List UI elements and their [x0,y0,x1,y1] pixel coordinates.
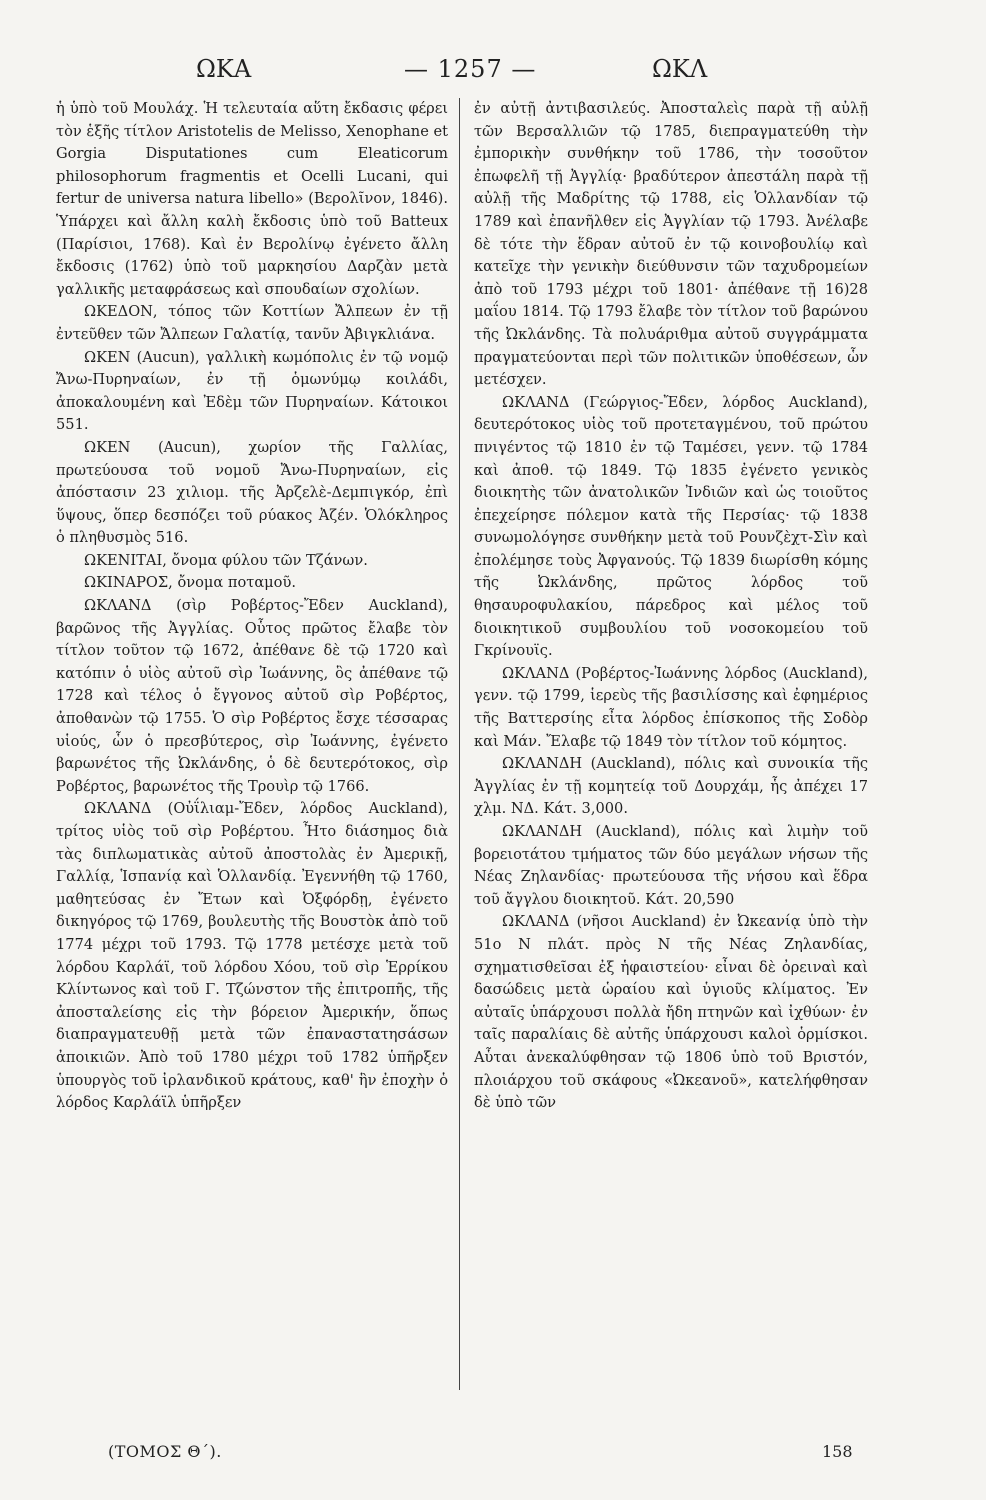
gathering-number: 158 [822,1442,853,1461]
dictionary-entry: ΩΚΕΝΙΤΑΙ, ὄνομα φύλου τῶν Τζάνων. [84,551,368,569]
continued-paragraph: ἡ ὑπὸ τοῦ Μουλάχ. Ἡ τελευταία αὕτη ἔκδασις φέρει τὸν ἑξῆς τίτλον Aristotelis de Melisso, Xenophane et Gorgia Disputationes cum Eleaticorum philosophorum fragmentis et Ocelli Lucani, qui fertur de universa natura libello» (Βερολῖνον, 1846). Ὑπάρχει καὶ ἄλλη καλὴ ἔκδοσις ὑπὸ τοῦ Batteux (Παρίσιοι, 1768). Καὶ ἐν Βερολίνῳ ἐγένετο ἄλλη ἔκδοσις (1762) ὑπὸ τοῦ μαρκησίου Δαρζὰν μετὰ γαλλικῆς μεταφράσεως καὶ σπουδαίων σχολίων. [56,100,448,298]
dictionary-entry: ΩΚΛΑΝΔΗ (Auckland), πόλις καὶ συνοικία τῆς Ἀγγλίας ἐν τῇ κομητείᾳ τοῦ Δουρχάμ, ἧς ἀπέχει 17 χλμ. ΝΔ. Κάτ. 3,000. [474,755,868,818]
running-head-left: ΩΚΑ [196,55,252,83]
left-column [56,98,448,1115]
dictionary-entry: ΩΚΕΝ (Aucun), χωρίον τῆς Γαλλίας, πρωτεύουσα τοῦ νομοῦ Ἄνω-Πυρηναίων, εἰς ἀπόστασιν 23 χιλιομ. τῆς Ἀρζελὲ-Δεμπιγκόρ, ἐπὶ ὕψους, ὅπερ δεσπόζει τοῦ ρύακος Ἀζέν. Ὁλόκληρος ὁ πληθυσμὸς 516. [56,438,448,547]
dictionary-entry: ΩΚΛΑΝΔ (νῆσοι Auckland) ἐν Ὠκεανίᾳ ὑπὸ τὴν 51ο Ν πλάτ. πρὸς Ν τῆς Νέας Ζηλανδίας, σχηματισθεῖσαι ἐξ ἡφαιστείου· εἶναι δὲ ὀρειναὶ καὶ δασώδεις μετὰ ὡραίου καὶ ὑγιοῦς κλίματος. Ἐν αὐταῖς ὑπάρχουσι πολλὰ ἤδη πτηνῶν καὶ ἰχθύων· ἐν ταῖς παραλίαις δὲ αὐτῆς ὑπάρχουσι καλοὶ ὁρμίσκοι. Αὗται ἀνεκαλύφθησαν τῷ 1806 ὑπὸ τοῦ Βριστόν, πλοιάρχου τοῦ σκάφους «Ὠκεανοῦ», κατελήφθησαν δὲ ὑπὸ τῶν [474,913,868,1112]
dictionary-entry: ΩΚΛΑΝΔ (Οὐΐλιαμ-Ἔδεν, λόρδος Auckland), τρίτος υἱὸς τοῦ σὶρ Ροβέρτου. Ἦτο διάσημος διὰ τὰς διπλωματικὰς αὐτοῦ ἀποστολὰς ἐν Ἀμερικῇ, Γαλλίᾳ, Ἱσπανίᾳ καὶ Ὁλλανδίᾳ. Ἐγεννήθη τῷ 1760, μαθητεύσας ἐν Ἔτων καὶ Ὀξφόρδῃ, ἐγένετο δικηγόρος τῷ 1769, βουλευτὴς τῆς Βουστὸκ ἀπὸ τοῦ 1774 μέχρι τοῦ 1793. Τῷ 1778 μετέσχε μετὰ τοῦ λόρδου Καρλάϊ, τοῦ λόρδου Χόου, τοῦ σὶρ Ἑρρίκου Κλίντωνος καὶ τοῦ Γ. Τζώνστον τῆς ἐπιτροπῆς, τῆς ἀποσταλείσης εἰς τὴν βόρειον Ἀμερικήν, ὅπως διαπραγματευθῇ μετὰ τῶν ἐπαναστατησάσων ἀποικιῶν. Ἀπὸ τοῦ 1780 μέχρι τοῦ 1782 ὑπῆρξεν ὑπουργὸς τοῦ ἰρλανδικοῦ κράτους, καθ' ἣν ἐποχὴν ὁ λόρδος Καρλάϊλ ὑπῆρξεν [56,800,448,1112]
dictionary-entry: ΩΚΛΑΝΔ (Ροβέρτος-Ἰωάννης λόρδος (Auckland), γενν. τῷ 1799, ἱερεὺς τῆς βασιλίσσης καὶ ἐφημέριος τῆς Βαττερσίης εἶτα λόρδος ἐπίσκοπος τῆς Σοδὸρ καὶ Μάν. Ἔλαβε τῷ 1849 τὸν τίτλον τοῦ κόμητος. [474,664,868,750]
volume-signature: (ΤΟΜΟΣ Θ΄). [108,1442,222,1461]
dictionary-entry: ΩΚΕΔΟΝ, τόπος τῶν Κοττίων Ἄλπεων ἐν τῇ ἐντεῦθεν τῶν Ἄλπεων Γαλατίᾳ, τανῦν Ἀβιγκλιάνα. [56,303,448,343]
running-head-right: ΩΚΛ [652,55,708,83]
continued-paragraph: ἐν αὐτῇ ἀντιβασιλεύς. Ἀποσταλεὶς παρὰ τῇ αὐλῇ τῶν Βερσαλλιῶν τῷ 1785, διεπραγματεύθη τὴν ἐμπορικὴν συνθήκην τοῦ 1786, τὴν τοσοῦτον ἐπωφελῆ τῇ Ἀγγλίᾳ· βραδύτερον ἀπεστάλη παρὰ τῇ αὐλῇ τῆς Μαδρίτης τῷ 1788, εἰς Ὁλλανδίαν τῷ 1789 καὶ ἐπανῆλθεν εἰς Ἀγγλίαν τῷ 1793. Ἀνέλαβε δὲ τότε τὴν ἕδραν αὐτοῦ ἐν τῷ κοινοβουλίῳ καὶ κατεῖχε τὴν γενικὴν διεύθυνσιν τῶν ταχυδρομείων ἀπὸ τοῦ 1793 μέχρι τοῦ 1801· ἀπέθανε τῇ 16)28 μαΐου 1814. Τῷ 1793 ἔλαβε τὸν τίτλον τοῦ βαρώνου τῆς Ὠκλάνδης. Τὰ πολυάριθμα αὐτοῦ συγγράμματα πραγματεύονται περὶ τῶν πολιτικῶν ὑποθέσεων, ὧν μετέσχεν. [474,100,868,389]
dictionary-entry: ΩΚΛΑΝΔΗ (Auckland), πόλις καὶ λιμὴν τοῦ βορειοτάτου τμήματος τῶν δύο μεγάλων νήσων τῆς Νέας Ζηλανδίας· πρωτεύουσα τῆς νήσου καὶ ἕδρα τοῦ ἄγγλου διοικητοῦ. Κάτ. 20,590 [474,823,868,908]
right-column [474,98,868,1115]
column-divider [459,98,460,1390]
dictionary-entry: ΩΚΙΝΑΡΟΣ, ὄνομα ποταμοῦ. [84,574,296,592]
dictionary-entry: ΩΚΛΑΝΔ (Γεώργιος-Ἔδεν, λόρδος Auckland), δευτερότοκος υἱὸς τοῦ προτεταγμένου, τοῦ πρώτου πνιγέντος τῷ 1810 ἐν τῷ Ταμέσει, γενν. τῷ 1784 καὶ ἀποθ. τῷ 1849. Τῷ 1835 ἐγένετο γενικὸς διοικητὴς τῶν ἀνατολικῶν Ἰνδιῶν καὶ ὡς τοιοῦτος ἐπεχείρησε πόλεμον κατὰ τῆς Περσίας· τῷ 1838 συνωμολόγησε συνθήκην μετὰ τοῦ Ρουνζὲχτ-Σὶν καὶ ἐπολέμησε τοὺς Ἀφγανούς. Τῷ 1839 διωρίσθη κόμης τῆς Ὠκλάνδης, πρῶτος λόρδος τοῦ θησαυροφυλακίου, πάρεδρος καὶ μέλος τοῦ διοικητικοῦ συμβουλίου τοῦ νοσοκομείου τοῦ Γκρίνουϊς. [474,393,868,660]
dictionary-entry: ΩΚΕΝ (Aucun), γαλλικὴ κωμόπολις ἐν τῷ νομῷ Ἄνω-Πυρηναίων, ἐν τῇ ὁμωνύμῳ κοιλάδι, ἀποκαλουμένη καὶ Ἐδὲμ τῶν Πυρηναίων. Κάτοικοι 551. [56,348,448,434]
dictionary-entry: ΩΚΛΑΝΔ (σὶρ Ροβέρτος-Ἔδεν Auckland), βαρῶνος τῆς Ἀγγλίας. Οὗτος πρῶτος ἔλαβε τὸν τίτλον τοῦτον τῷ 1672, ἀπέθανε δὲ τῷ 1720 καὶ κατόπιν ὁ υἱὸς αὐτοῦ σὶρ Ἰωάννης, ὃς ἀπέθανε τῷ 1728 καὶ τέλος ὁ ἔγγονος αὐτοῦ σὶρ Ροβέρτος, ἀποθανὼν τῷ 1755. Ὁ σὶρ Ροβέρτος ἔσχε τέσσαρας υἱούς, ὧν ὁ πρεσβύτερος, σὶρ Ἰωάννης, ἐγένετο βαρωνέτος τῆς Ὠκλάνδης, ὁ δὲ δευτερότοκος, σὶρ Ροβέρτος, βαρωνέτος τῆς Τρουὶρ τῷ 1766. [56,597,448,795]
page-number: — 1257 — [404,55,537,83]
